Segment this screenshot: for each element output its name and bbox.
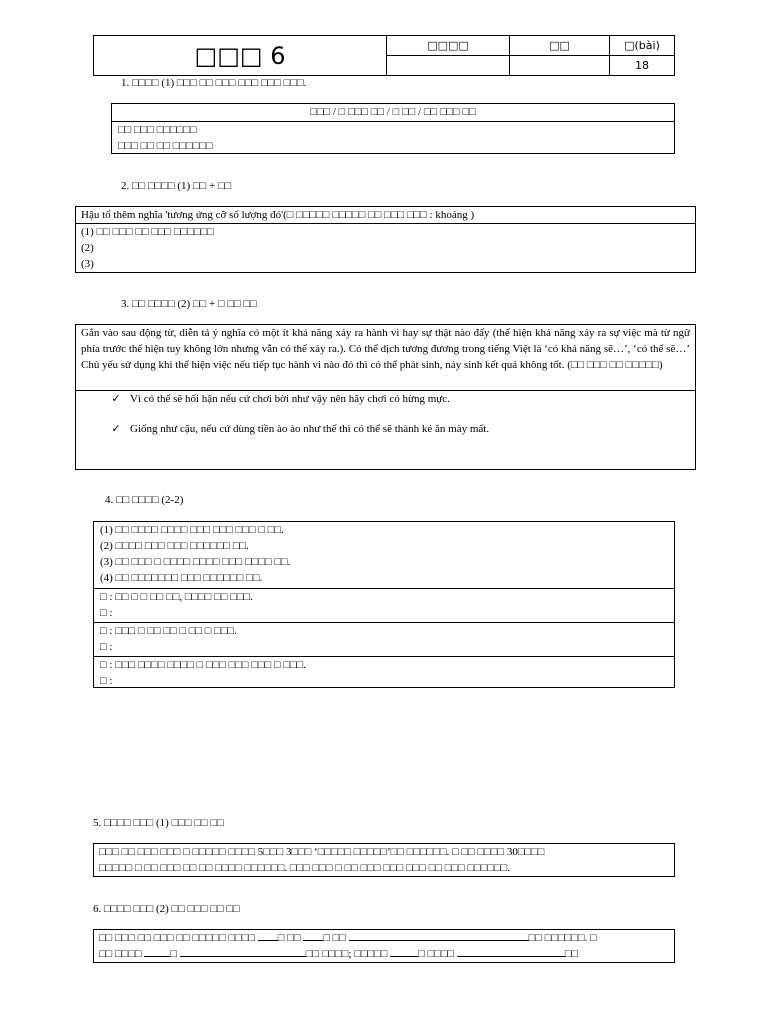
- section2-line: (2): [81, 242, 94, 254]
- section6-text: □ □□: [323, 932, 349, 944]
- section6-text: □□ □□□□; □□□□□: [305, 948, 391, 960]
- checkmark-icon: ✓: [111, 423, 121, 435]
- section1-line: □□ □□□ □□□□□□: [118, 124, 197, 136]
- section3-box: [75, 324, 696, 470]
- section1-line: □□□ □□ □□ □□□□□□: [118, 140, 213, 152]
- section4-question: □ : □□ □ □ □□ □□, □□□□ □□ □□□.: [100, 591, 253, 603]
- section2-box-title: Hậu tố thêm nghĩa 'tương ứng cỡ số lượng đó'(□ □□□□□ □□□□□ □□ □□□ □□□ : khoảng ): [81, 209, 475, 221]
- header-col1-value[interactable]: [387, 56, 510, 76]
- section4-answer[interactable]: □ :: [100, 607, 113, 619]
- section6-text: □□: [564, 948, 579, 960]
- section5-line: □□□ □□ □□□ □□□ □ □□□□□ □□□□ 5□□□ 3□□□ ‘□□□□□ □□□□□’□□ □□□□□□. □ □□ □□□□ 30□□□□: [99, 846, 545, 858]
- section1-heading: 1. □□□□ (1) □□□ □□ □□□ □□□ □□□ □□□.: [121, 77, 307, 89]
- section3-example: Vì có thể sẽ hối hận nếu cứ chơi bời như vậy nên hãy chơi có hừng mực.: [130, 393, 450, 405]
- section6-text: □□ □□□□□□. □: [528, 932, 597, 944]
- checkmark-icon: ✓: [111, 393, 121, 405]
- section3-description: Gắn vào sau động từ, diễn tả ý nghĩa có một ít khả năng xảy ra hành vi hay sự thật nào đấy (thể hiện khả năng xảy ra sự việc mà từ ngữ phía trước thể hiện tuy không lớn nhưng vẫn có thể xảy ra.). Có thể dịch tương đương trong tiếng Việt là ‘có khả năng sẽ…’, ‘có thể sẽ…’ Chủ yếu sử dụng khi thể hiện việc nếu tiếp tục hành vi nào đó thì có thể phát sinh, nảy sinh kết quả không tốt. (□□ □□□ □□ □□□□□): [81, 327, 690, 371]
- section6-heading: 6. □□□□ □□□ (2) □□ □□□ □□ □□: [93, 903, 240, 915]
- section5-box: [93, 843, 675, 877]
- section6-text: □ □□□□: [418, 948, 457, 960]
- section6-text: □: [170, 948, 180, 960]
- fill-blank[interactable]: [144, 946, 170, 957]
- section6-box: [93, 929, 675, 963]
- section6-text: □ □□: [277, 932, 304, 944]
- fill-blank[interactable]: [303, 930, 323, 941]
- fill-blank[interactable]: [457, 946, 565, 957]
- section4-line: (4) □□ □□□□□□□ □□□ □□□□□□ □□.: [100, 572, 263, 584]
- lesson-number: 18: [610, 56, 675, 76]
- section2-heading: 2. □□ □□□□ (1) □□ + □□: [121, 180, 232, 192]
- section4-question: □ : □□□ □□□□ □□□□ □ □□□ □□□ □□□ □ □□□.: [100, 659, 307, 671]
- section6-text: □□ □□□ □□ □□□ □□ □□□□□ □□□□: [99, 932, 258, 944]
- section4-heading: 4. □□ □□□□ (2-2): [105, 494, 184, 506]
- section4-box: [93, 521, 675, 688]
- section4-question: □ : □□□ □ □□ □□ □ □□ □ □□□.: [100, 625, 237, 637]
- section4-line: (3) □□ □□□ □ □□□□ □□□□ □□□ □□□□ □□.: [100, 556, 291, 568]
- section4-line: (1) □□ □□□□ □□□□ □□□ □□□ □□□ □ □□.: [100, 524, 284, 536]
- section4-line: (2) □□□□ □□□ □□□ □□□□□□ □□.: [100, 540, 249, 552]
- header-col3-label: □(bài): [610, 36, 675, 56]
- section4-answer[interactable]: □ :: [100, 675, 113, 687]
- header-col1-label: □□□□: [387, 36, 510, 56]
- fill-blank[interactable]: [258, 930, 278, 941]
- section2-line: (1) □□ □□□ □□ □□□ □□□□□□: [81, 226, 214, 238]
- fill-blank[interactable]: [349, 930, 529, 941]
- header-table: [93, 35, 675, 76]
- header-col2-value[interactable]: [510, 56, 610, 76]
- section5-heading: 5. □□□□ □□□ (1) □□□ □□ □□: [93, 817, 224, 829]
- section2-line: (3): [81, 258, 94, 270]
- header-col2-label: □□: [510, 36, 610, 56]
- fill-blank[interactable]: [180, 946, 306, 957]
- section1-box-title: □□□ / □ □□□ □□ / □ □□ / □□ □□□ □□: [310, 106, 476, 118]
- section6-text: □□ □□□□: [99, 948, 145, 960]
- section2-box: [75, 206, 696, 273]
- worksheet-title: □□□ 6: [94, 36, 387, 76]
- fill-blank[interactable]: [390, 946, 418, 957]
- section1-box: [111, 103, 675, 154]
- section3-heading: 3. □□ □□□□ (2) □□ + □ □□ □□: [121, 298, 257, 310]
- section3-example: Giống như cậu, nếu cứ dùng tiền ào ào như thế thì có thể sẽ thành kẻ ăn mày mất.: [130, 423, 490, 435]
- section4-answer[interactable]: □ :: [100, 641, 113, 653]
- section5-line: □□□□□ □ □□ □□□ □□ □□ □□□□ □□□□□□. □□□ □□□ □ □□ □□□ □□□ □□□ □□ □□□ □□□□□□.: [99, 862, 511, 874]
